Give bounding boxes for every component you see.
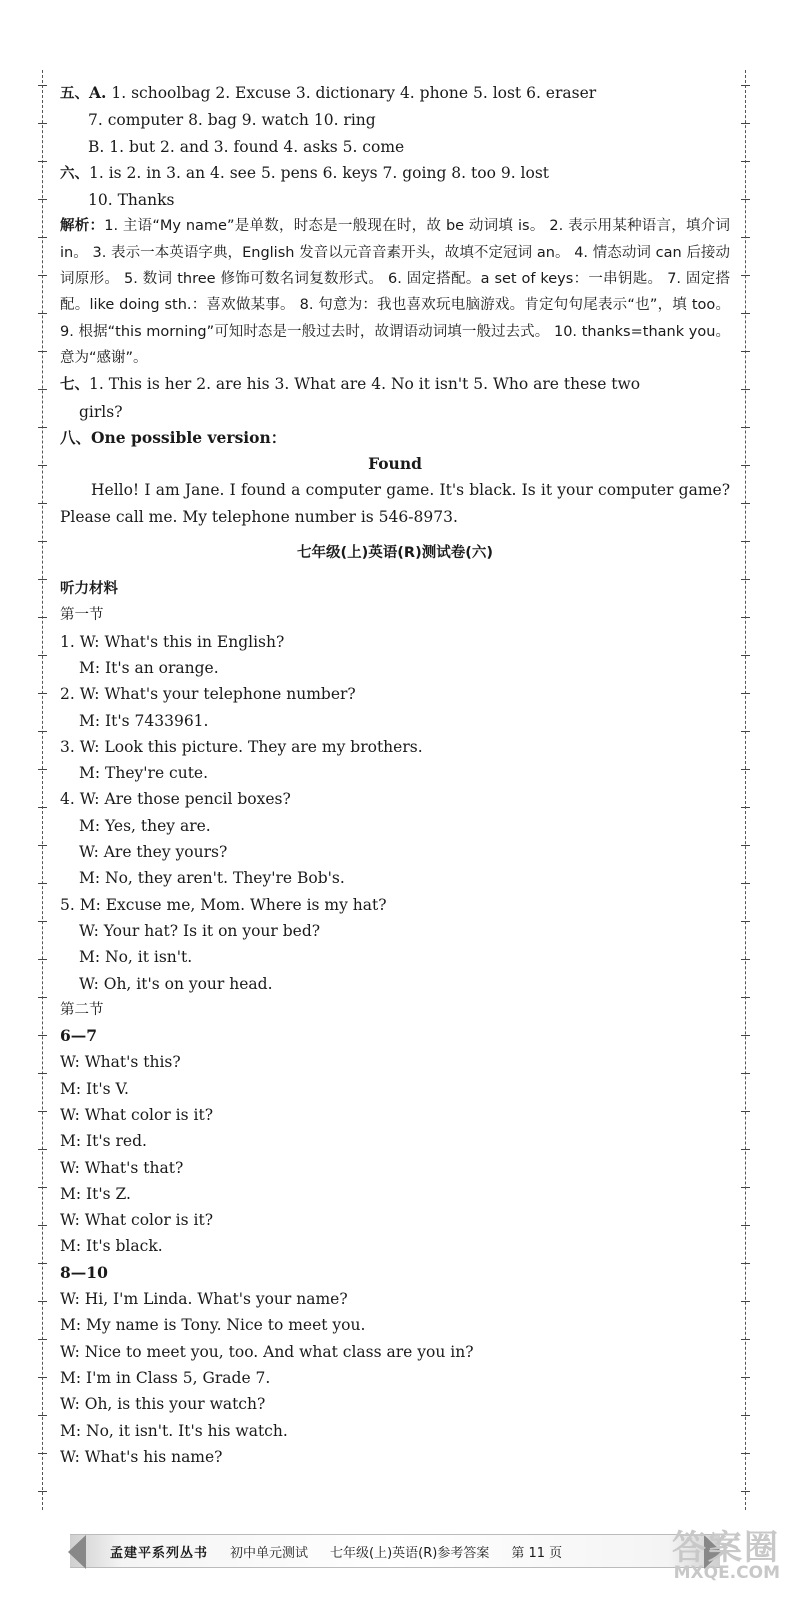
composition-text: Hello! I am Jane. I found a computer game. It's black. Is it your computer game? Please call me. My telephone number is 546-8973. <box>60 481 730 526</box>
rail-tick <box>38 1073 47 1074</box>
analysis-label: 解析： <box>60 218 105 235</box>
rail-tick <box>741 427 750 428</box>
dialogue-line: M: No, it isn't. <box>79 948 193 967</box>
section5-partB-line: B. 1. but 2. and 3. found 4. asks 5. come <box>88 137 405 156</box>
section7-line1 <box>60 371 730 398</box>
rail-tick <box>38 845 47 846</box>
dialogue-line: M: They're cute. <box>79 764 209 783</box>
dialogue-line: 1. W: What's this in English? <box>60 632 285 651</box>
rail-tick <box>741 1225 750 1226</box>
rail-tick <box>741 503 750 504</box>
rail-tick <box>741 769 750 770</box>
dialogue-line: M: I'm in Class 5, Grade 7. <box>60 1368 271 1387</box>
rail-tick <box>741 617 750 618</box>
dialogue-line: M: It's an orange. <box>79 658 219 677</box>
dialogue-line: W: What's his name? <box>60 1447 223 1466</box>
dialogue-line: M: My name is Tony. Nice to meet you. <box>60 1316 366 1335</box>
rail-tick <box>741 275 750 276</box>
section7-answers: 1. This is her 2. are his 3. What are 4. No it isn't 5. Who are these two <box>89 375 641 394</box>
footer-left-arrow-icon <box>68 1535 86 1569</box>
rail-tick <box>741 731 750 732</box>
footer-answer: 七年级(上)英语(R)参考答案 <box>330 1545 490 1561</box>
rail-tick <box>741 807 750 808</box>
rail-tick <box>741 1187 750 1188</box>
rail-tick <box>741 1263 750 1264</box>
rail-tick <box>741 1415 750 1416</box>
rail-tick <box>38 693 47 694</box>
rail-tick <box>38 1377 47 1378</box>
rail-tick <box>38 1263 47 1264</box>
rail-tick <box>741 465 750 466</box>
analysis-paragraph <box>60 213 730 371</box>
rail-tick <box>38 503 47 504</box>
rail-tick <box>38 883 47 884</box>
section5-line1 <box>60 80 730 107</box>
rail-tick <box>741 313 750 314</box>
rail-tick <box>38 1111 47 1112</box>
rail-tick <box>741 1377 750 1378</box>
group2-dialogue <box>60 1286 730 1470</box>
section5-partA-label: A. <box>89 83 107 102</box>
dialogue-line: W: Nice to meet you, too. And what class are you in? <box>60 1342 474 1361</box>
rail-tick <box>741 883 750 884</box>
group2-label: 8—10 <box>60 1262 108 1282</box>
rail-tick <box>741 389 750 390</box>
dialogue-line: M: No, it isn't. It's his watch. <box>60 1421 288 1440</box>
watermark-logo: 答案圈 <box>672 1528 780 1568</box>
rail-tick <box>38 997 47 998</box>
rail-tick <box>38 579 47 580</box>
dialogue-line: W: Oh, it's on your head. <box>79 974 273 993</box>
rail-tick <box>741 1301 750 1302</box>
listening-heading: 听力材料 <box>60 581 118 598</box>
section7-line2: girls? <box>79 402 123 421</box>
dialogue-line: M: Yes, they are. <box>79 816 211 835</box>
right-binding-rail <box>745 70 747 1510</box>
section6-answers: 1. is 2. in 3. an 4. see 5. pens 6. keys 7. going 8. too 9. lost <box>89 163 550 182</box>
listening-part2: 第二节 <box>60 1001 104 1018</box>
rail-tick <box>38 1301 47 1302</box>
rail-tick <box>741 85 750 86</box>
section5-label: 五、 <box>60 86 89 102</box>
dialogue-line: M: It's V. <box>60 1079 129 1098</box>
rail-tick <box>741 1035 750 1036</box>
rail-tick <box>38 351 47 352</box>
page-content <box>60 80 730 1470</box>
rail-tick <box>38 959 47 960</box>
section5-partA-line2: 7. computer 8. bag 9. watch 10. ring <box>88 111 376 130</box>
rail-tick <box>38 465 47 466</box>
rail-tick <box>38 1339 47 1340</box>
rail-tick <box>741 997 750 998</box>
dialogue-line: 3. W: Look this picture. They are my brothers. <box>60 737 423 756</box>
rail-tick <box>38 313 47 314</box>
rail-tick <box>38 389 47 390</box>
rail-tick <box>38 655 47 656</box>
dialogue-line: M: No, they aren't. They're Bob's. <box>79 869 345 888</box>
rail-tick <box>741 199 750 200</box>
dialogue-line: W: Oh, is this your watch? <box>60 1395 266 1414</box>
rail-tick <box>38 1225 47 1226</box>
rail-tick <box>38 921 47 922</box>
rail-tick <box>741 123 750 124</box>
rail-tick <box>38 427 47 428</box>
dialogue-line: M: It's red. <box>60 1132 147 1151</box>
section8-label: 八、One possible version： <box>60 427 287 447</box>
test-title: 七年级(上)英语(R)测试卷(六) <box>297 545 493 562</box>
rail-tick <box>38 1491 47 1492</box>
rail-tick <box>38 1415 47 1416</box>
rail-tick <box>741 655 750 656</box>
rail-tick <box>38 731 47 732</box>
section7-label: 七、 <box>60 377 89 394</box>
left-binding-rail <box>42 70 44 1510</box>
dialogue-line: 2. W: What's your telephone number? <box>60 685 356 704</box>
rail-tick <box>741 1339 750 1340</box>
section5-partA-line1: 1. schoolbag 2. Excuse 3. dictionary 4. phone 5. lost 6. eraser <box>111 84 597 102</box>
rail-tick <box>741 579 750 580</box>
rail-tick <box>741 1453 750 1454</box>
dialogue-line: W: What's that? <box>60 1158 184 1177</box>
dialogue-line: W: What color is it? <box>60 1105 214 1124</box>
rail-tick <box>38 237 47 238</box>
rail-tick <box>741 351 750 352</box>
footer-series: 孟建平系列丛书 <box>110 1545 209 1561</box>
footer-page: 第 11 页 <box>511 1545 563 1561</box>
rail-tick <box>741 1149 750 1150</box>
rail-tick <box>38 123 47 124</box>
group1-dialogue <box>60 1049 730 1259</box>
rail-tick <box>38 1035 47 1036</box>
rail-tick <box>741 921 750 922</box>
rail-tick <box>38 769 47 770</box>
rail-tick <box>741 541 750 542</box>
rail-tick <box>38 807 47 808</box>
dialogue-line: M: It's Z. <box>60 1184 131 1203</box>
analysis-text: 1. 主语“My name”是单数，时态是一般现在时，故 be 动词填 is。 2. 表示用某种语言，填介词 in。 3. 表示一本英语字典，English 发音以元音音素开头，故填不定冠词 an。 4. 情态动词 can 后接动词原形。 5. 数词 three 修饰可数名词复数形式。 6. 固定搭配。a set of keys：一串钥匙。 7. 固定搭配。like doing sth.：喜欢做某事。 8. 句意为：我也喜欢玩电脑游戏。肯定句句尾表示“也”，填 too。 9. 根据“this morning”可知时态是一般过去时，故谓语动词填一般过去式。 10. thanks=thank you。意为“感谢”。 <box>60 218 731 366</box>
dialogue-line: W: What's this? <box>60 1053 181 1072</box>
group1-label: 6—7 <box>60 1026 98 1046</box>
rail-tick <box>741 693 750 694</box>
dialogue-line: W: What color is it? <box>60 1211 214 1230</box>
watermark-url: MXQE.COM <box>673 1563 780 1583</box>
rail-tick <box>38 1453 47 1454</box>
rail-tick <box>741 1111 750 1112</box>
dialogue-line: 5. M: Excuse me, Mom. Where is my hat? <box>60 895 387 914</box>
rail-tick <box>38 541 47 542</box>
rail-tick <box>38 199 47 200</box>
rail-tick <box>38 275 47 276</box>
dialogue-line: W: Hi, I'm Linda. What's your name? <box>60 1290 348 1309</box>
section6-label: 六、 <box>60 165 89 182</box>
section6-line2: 10. Thanks <box>88 191 175 210</box>
listening-part1: 第一节 <box>60 607 104 624</box>
rail-tick <box>741 845 750 846</box>
dialogue-line: 4. W: Are those pencil boxes? <box>60 790 291 809</box>
rail-tick <box>38 161 47 162</box>
rail-tick <box>741 959 750 960</box>
section6-line1 <box>60 160 730 187</box>
composition-title: Found <box>368 454 422 474</box>
dialogue-line: W: Your hat? Is it on your bed? <box>79 921 321 940</box>
watermark <box>580 1520 780 1595</box>
dialogue-line: W: Are they yours? <box>79 843 228 862</box>
footer-book: 初中单元测试 <box>230 1545 309 1561</box>
dialogue-line: M: It's 7433961. <box>79 711 209 730</box>
rail-tick <box>38 617 47 618</box>
rail-tick <box>38 85 47 86</box>
dialogue-line: M: It's black. <box>60 1237 163 1256</box>
rail-tick <box>741 161 750 162</box>
rail-tick <box>741 1491 750 1492</box>
rail-tick <box>38 1149 47 1150</box>
listening-part1-dialogues <box>60 629 730 997</box>
rail-tick <box>741 1073 750 1074</box>
rail-tick <box>38 1187 47 1188</box>
rail-tick <box>741 237 750 238</box>
